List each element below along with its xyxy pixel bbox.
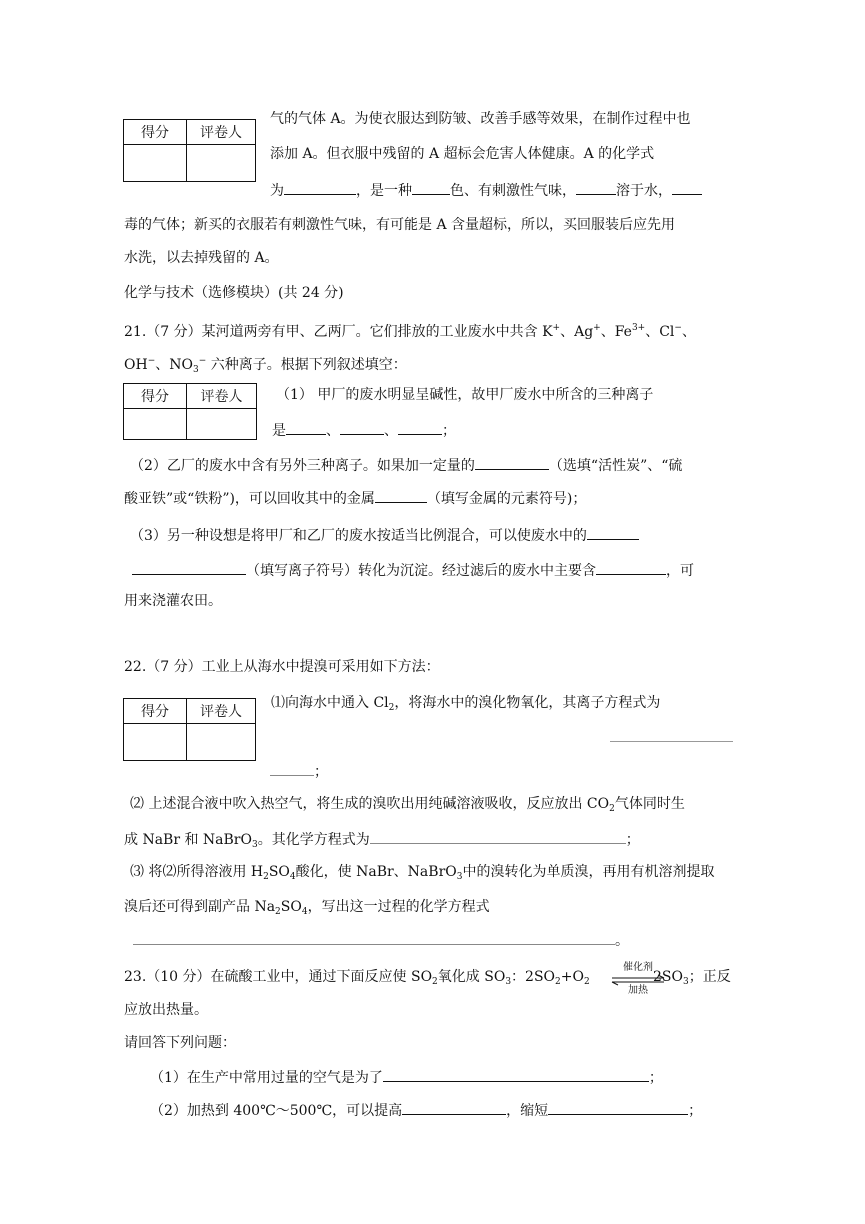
grader-cell xyxy=(187,409,257,440)
text: ； xyxy=(314,764,328,780)
subscript: 2 xyxy=(555,977,561,987)
text: 。 xyxy=(615,933,629,949)
q20-line5: 水洗，以去掉残留的 A。 xyxy=(124,250,279,266)
answer-blank-ions-a[interactable] xyxy=(587,525,639,540)
text: 2SO xyxy=(653,969,683,985)
answer-blank-reagent[interactable] xyxy=(475,455,549,470)
answer-blank-chem-eq[interactable] xyxy=(370,829,626,844)
subscript: 2 xyxy=(609,804,615,814)
text: 酸亚铁”或“铁粉”)，可以回收其中的金属 xyxy=(124,491,375,507)
answer-blank-ion3[interactable] xyxy=(398,420,442,435)
text: 色、有刺激性气味， xyxy=(450,183,576,199)
text: 、Cl xyxy=(645,324,675,340)
text: （2）加热到 400℃～500℃，可以提高 xyxy=(150,1103,403,1119)
charge: − xyxy=(147,356,156,366)
text: ，可 xyxy=(666,563,694,579)
q21-line2 xyxy=(124,351,407,380)
score-box xyxy=(123,383,257,440)
text: ；正反 xyxy=(688,969,731,985)
subscript: 2 xyxy=(583,977,590,987)
grader-cell xyxy=(187,724,256,761)
subscript: 2 xyxy=(275,907,281,917)
subscript: 3 xyxy=(251,840,258,850)
q22-title: 22.（7 分）工业上从海水中提溴可采用如下方法： xyxy=(124,659,440,675)
score-cell xyxy=(124,145,187,182)
q21-p2-line2 xyxy=(124,488,586,509)
text: （2）乙厂的废水中含有另外三种离子。如果加一定量的 xyxy=(130,458,475,474)
grader-label: 评卷人 xyxy=(187,699,256,724)
text: ，是一种 xyxy=(356,183,412,199)
q22-p3-line2 xyxy=(124,897,490,922)
subscript: 3 xyxy=(505,977,512,987)
text: ⑶ 将⑵所得溶液用 H xyxy=(130,864,264,880)
text: 是 xyxy=(272,423,286,439)
text: 、 xyxy=(384,423,398,439)
text: 、NO xyxy=(155,357,193,373)
q21-line1 xyxy=(124,318,696,342)
charge: 3+ xyxy=(631,323,646,333)
charge: + xyxy=(552,323,561,333)
subscript: 2 xyxy=(432,977,438,987)
text: 气体同时生 xyxy=(614,796,685,812)
text: 酸化，使 NaBr、NaBrO xyxy=(295,864,457,880)
score-box xyxy=(123,119,256,182)
charge: − xyxy=(674,323,682,333)
answer-blank-metal[interactable] xyxy=(375,488,427,503)
answer-blank-ion1[interactable] xyxy=(286,420,326,435)
text: （3）另一种设想是将甲厂和乙厂的废水按适当比例混合，可以使废水中的 xyxy=(130,528,587,544)
q23-ask: 请回答下列问题： xyxy=(124,1035,236,1051)
score-cell xyxy=(124,724,187,761)
text: 。其化学方程式为 xyxy=(257,832,370,848)
q22-p2-line1 xyxy=(130,794,685,819)
text: 、Fe xyxy=(600,324,632,340)
text: 、 xyxy=(681,324,696,340)
text: SO xyxy=(280,899,302,915)
score-label: 得分 xyxy=(124,699,187,724)
text: ，写出这一过程的化学方程式 xyxy=(307,899,490,915)
subscript: 4 xyxy=(301,907,308,917)
text: ，将海水中的溴化物氧化，其离子方程式为 xyxy=(394,695,661,711)
text: ； xyxy=(442,423,456,439)
answer-blank-color[interactable] xyxy=(412,180,450,195)
answer-blank-ionic-eq[interactable] xyxy=(270,761,314,776)
heat-label: 加热 xyxy=(628,985,648,996)
subscript: 3 xyxy=(682,977,689,987)
q23-p2 xyxy=(150,1100,702,1121)
text: 氧化成 SO xyxy=(437,969,506,985)
q21-p3-line3: 用来浇灌农田。 xyxy=(124,593,222,609)
q22-p3-answer xyxy=(133,930,629,951)
charge: − xyxy=(198,356,207,366)
text: ⑴向海水中通入 Cl xyxy=(271,695,389,711)
q22-p1 xyxy=(271,693,660,718)
answer-blank-solubility[interactable] xyxy=(576,180,616,195)
text: （1）在生产中常用过量的空气是为了 xyxy=(150,1070,383,1086)
score-label: 得分 xyxy=(124,120,187,145)
text: 中的溴转化为单质溴，再用有机溶剂提取 xyxy=(462,864,715,880)
charge: + xyxy=(593,323,601,333)
answer-blank-residue[interactable] xyxy=(596,560,666,575)
text: ； xyxy=(688,1103,703,1119)
q23-line1-end xyxy=(653,967,731,992)
q21-p3-line1 xyxy=(130,525,639,546)
answer-blank-raise[interactable] xyxy=(402,1100,506,1115)
q22-p3-line1 xyxy=(130,862,714,887)
q23-line1 xyxy=(124,967,590,992)
q23-line2: 应放出热量。 xyxy=(124,1002,208,1018)
grader-cell xyxy=(187,145,256,182)
text: （填写金属的元素符号)； xyxy=(426,491,587,507)
subscript: 3 xyxy=(456,872,463,882)
answer-blank-process-eq[interactable] xyxy=(133,930,615,945)
answer-line-ionic-eq[interactable] xyxy=(610,740,733,742)
subscript: 2 xyxy=(263,872,269,882)
text: 为 xyxy=(270,183,284,199)
answer-blank-ion2[interactable] xyxy=(340,420,384,435)
text: 溴后还可得到副产品 Na xyxy=(124,899,276,915)
q21-p1-answer xyxy=(272,420,456,441)
grader-label: 评卷人 xyxy=(187,384,257,409)
q21-p3-line2 xyxy=(132,560,694,581)
subscript: 2 xyxy=(388,703,395,713)
section-title: 化学与技术（选修模块）(共 24 分) xyxy=(124,285,344,301)
q21-p1: （1） 甲厂的废水明显呈碱性，故甲厂废水中所含的三种离子 xyxy=(276,387,654,403)
answer-blank-shorten[interactable] xyxy=(548,1100,688,1115)
q22-p2-line2 xyxy=(124,829,640,855)
q21-p2-line1 xyxy=(130,455,682,476)
text: SO xyxy=(268,864,290,880)
text: 、Ag xyxy=(560,324,594,340)
q20-line3 xyxy=(270,180,702,201)
text: （填写离子符号）转化为沉淀。经过滤后的废水中主要含 xyxy=(246,563,596,579)
q20-line1: 气的气体 A。为使衣服达到防皱、改善手感等效果，在制作过程中也 xyxy=(270,111,691,127)
subscript: 3 xyxy=(192,365,199,375)
text: ； xyxy=(625,832,640,848)
q22-p1-answer xyxy=(270,761,328,782)
answer-blank-formula[interactable] xyxy=(284,180,356,195)
text: +O xyxy=(560,969,584,985)
text: ，缩短 xyxy=(506,1103,549,1119)
text: 23.（10 分）在硫酸工业中，通过下面反应使 SO xyxy=(124,969,433,985)
q23-p1 xyxy=(150,1067,663,1088)
text: 、 xyxy=(326,423,340,439)
answer-blank-ions-b[interactable] xyxy=(132,560,246,575)
score-label: 得分 xyxy=(124,384,187,409)
text: 六种离子。根据下列叙述填空： xyxy=(206,357,407,373)
text: ； xyxy=(648,1070,663,1086)
score-box xyxy=(123,698,256,761)
text: OH xyxy=(124,357,148,373)
q20-line4: 毒的气体；新买的衣服若有刺激性气味，有可能是 A 含量超标，所以，买回服装后应先用 xyxy=(124,217,676,233)
text: ：2SO xyxy=(511,969,556,985)
text: 成 NaBr 和 NaBrO xyxy=(124,832,252,848)
subscript: 4 xyxy=(289,872,296,882)
answer-blank-toxicity[interactable] xyxy=(672,180,702,195)
score-cell xyxy=(124,409,187,440)
q20-line2: 添加 A。但衣服中残留的 A 超标会危害人体健康。A 的化学式 xyxy=(270,146,655,162)
grader-label: 评卷人 xyxy=(187,120,256,145)
catalyst-label: 催化剂 xyxy=(623,962,653,973)
text: 溶于水， xyxy=(616,183,672,199)
text: 21.（7 分）某河道两旁有甲、乙两厂。它们排放的工业废水中共含 K xyxy=(124,324,553,340)
text: （选填“活性炭”、“硫 xyxy=(548,458,683,474)
text: ⑵ 上述混合液中吹入热空气，将生成的溴吹出用纯碱溶液吸收，反应放出 CO xyxy=(130,796,610,812)
answer-blank-excess-air[interactable] xyxy=(383,1067,649,1082)
